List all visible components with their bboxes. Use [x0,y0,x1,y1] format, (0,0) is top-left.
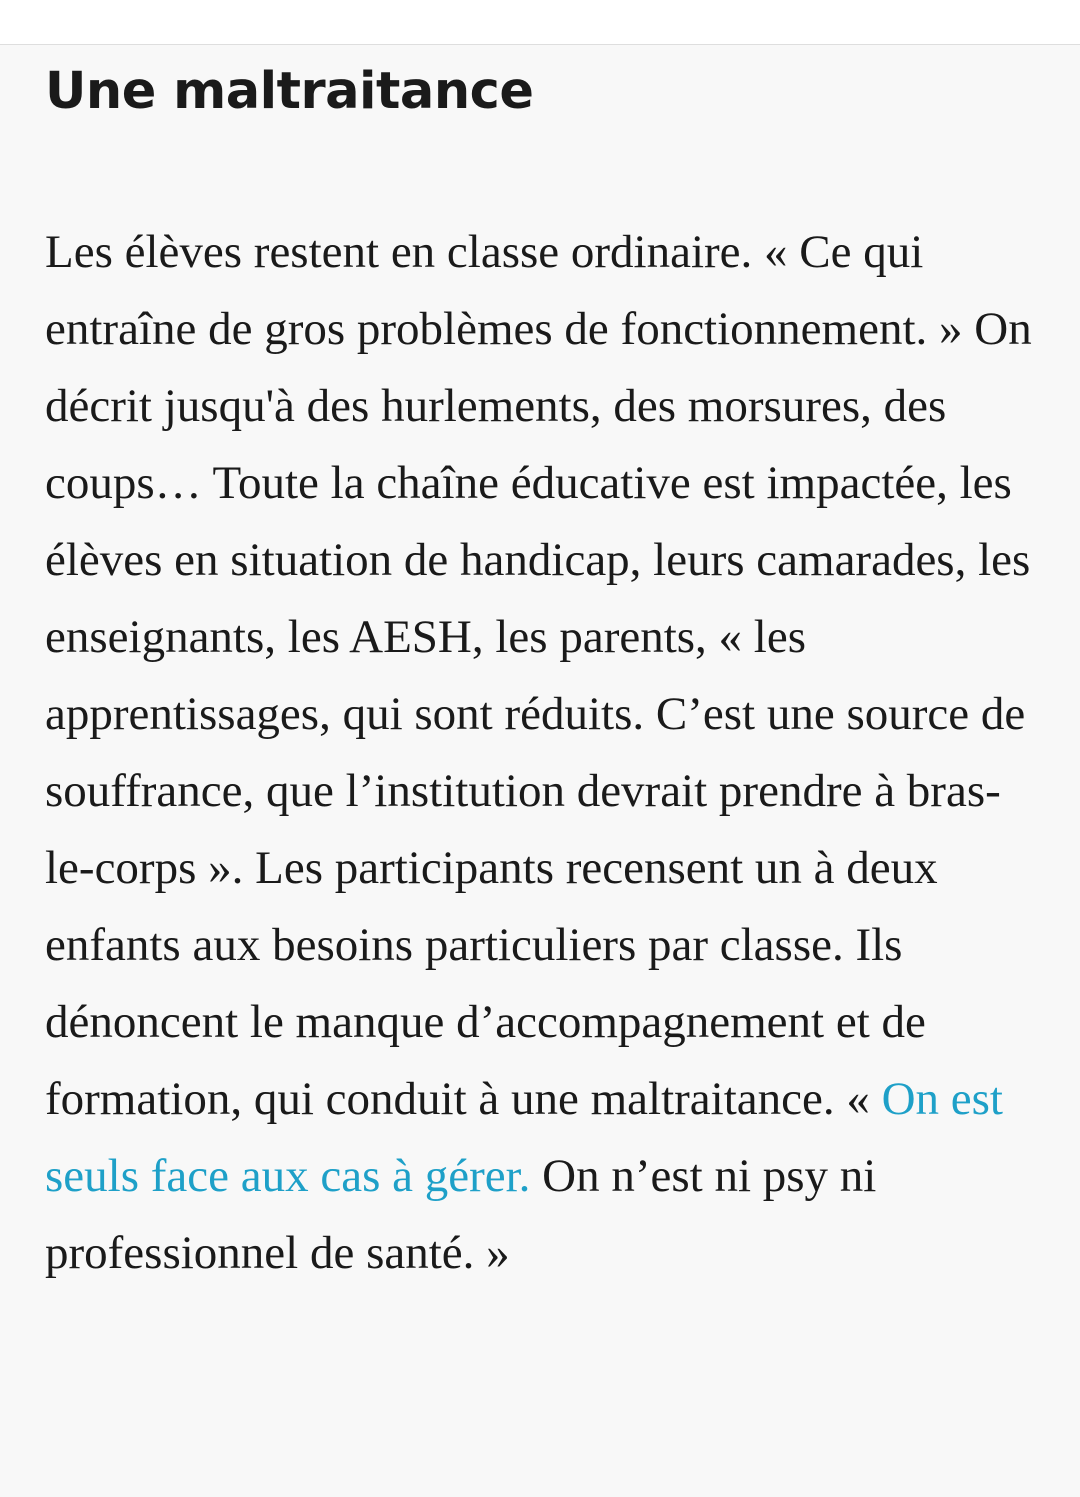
top-bar [0,0,1080,45]
article-paragraph [45,214,1042,1292]
quote-link[interactable]: On est seuls face aux cas à gérer. [45,1073,1003,1202]
section-heading: Une maltraitance [45,62,534,121]
paragraph-text-end: On n’est ni psy ni professionnel de santé. » [45,1150,877,1279]
article-section [0,45,1080,1497]
paragraph-text: Les élèves restent en classe ordinaire. « Ce qui entraîne de gros problèmes de fonctionnement. » On décrit jusqu'à des hurlements, des morsures, des coups… Toute la chaîne éducative est impactée, les élèves en situation de handicap, leurs camarades, les enseignants, les AESH, les parents, « les apprentissages, qui sont réduits. C’est une source de souffrance, que l’institution devrait prendre à bras-le-corps ». Les participants recensent un à deux enfants aux besoins particuliers par classe. Ils dénoncent le manque d’accompagnement et de formation, qui conduit à une maltraitance. « [45,226,1032,1125]
